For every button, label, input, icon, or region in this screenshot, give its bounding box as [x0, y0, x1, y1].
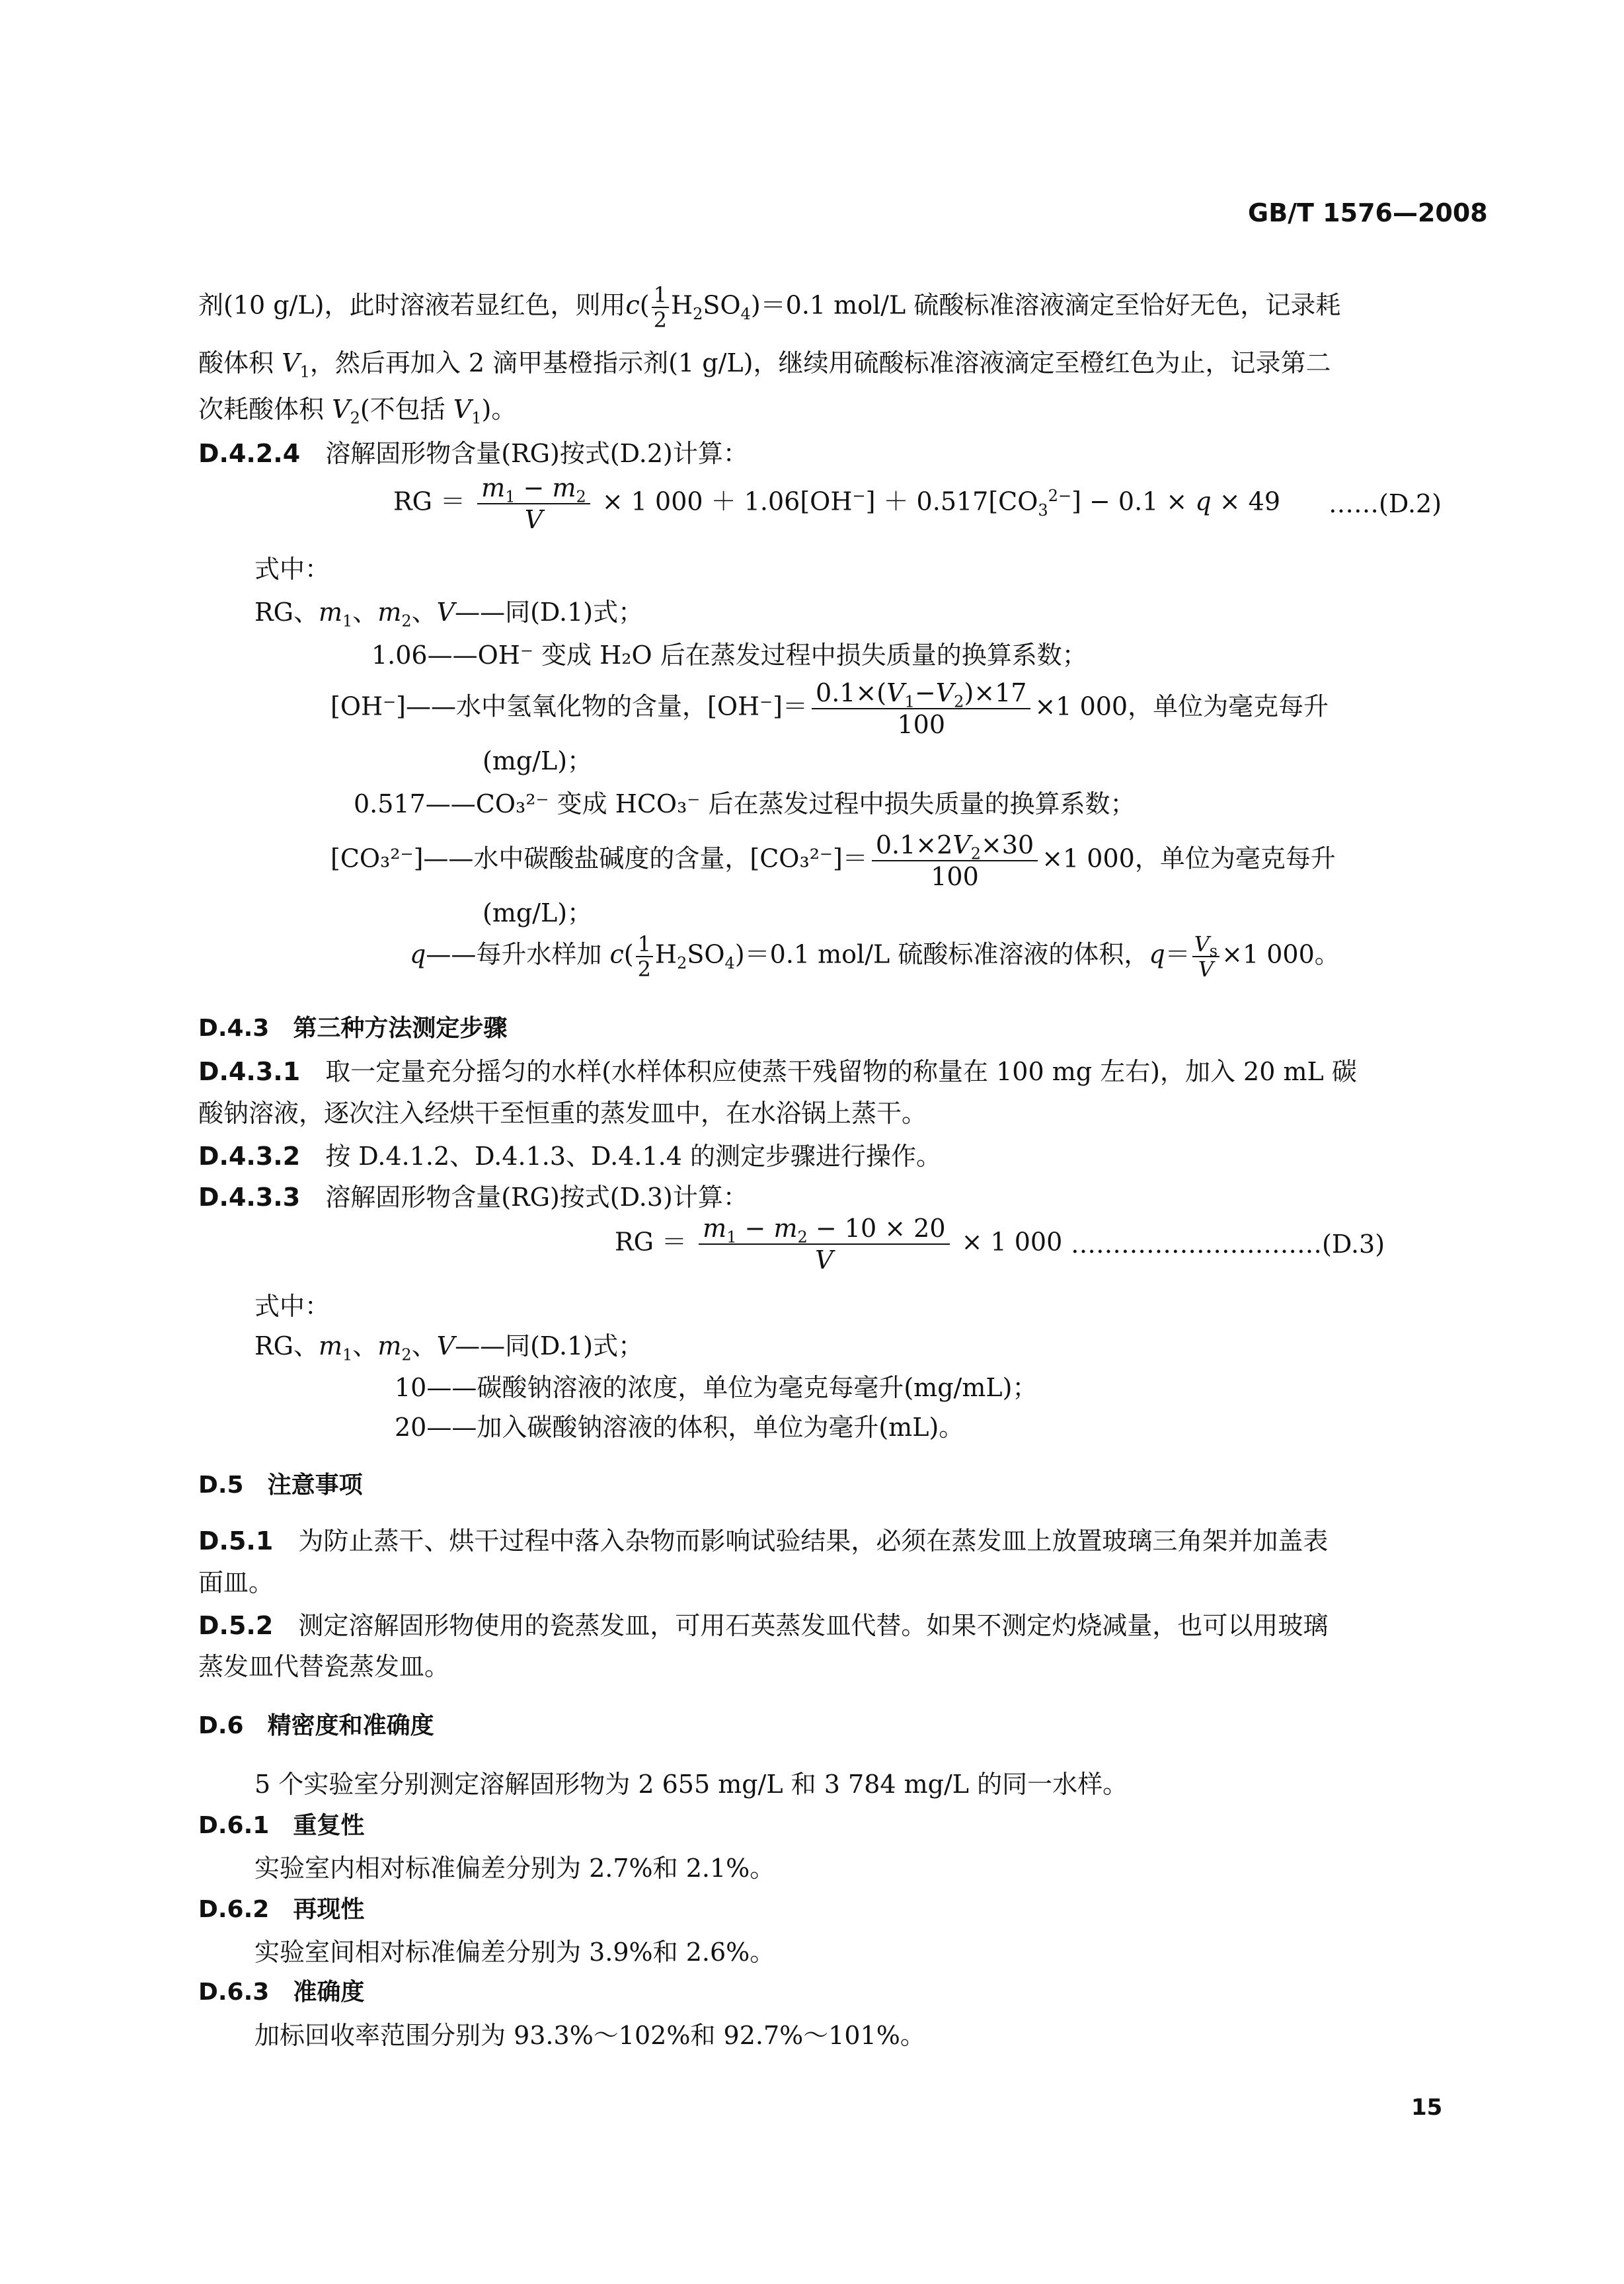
def-row: 20——加入碳酸钠溶液的体积，单位为毫升(mL)。	[395, 1413, 964, 1442]
sub-heading-d61: D.6.1 重复性	[198, 1812, 365, 1839]
standard-code: GB/T 1576—2008	[1248, 198, 1488, 227]
formula-d3-tag: …………………………(D.3)	[1071, 1230, 1385, 1259]
clause-d432: D.4.3.2 按 D.4.1.2、D.4.1.3、D.4.1.4 的测定步骤进行操作。	[198, 1142, 941, 1171]
def-row: RG、$m_1$、$m_2$、V——同(D.1)式；	[254, 598, 644, 631]
d62-text: 实验室间相对标准偏差分别为 3.9%和 2.6%。	[254, 1938, 775, 1967]
formula-d2-tag: ……(D.2)	[1329, 489, 1442, 518]
def-row: 0.517——CO₃²⁻ 变成 HCO₃⁻ 后在蒸发过程中损失质量的换算系数；	[354, 789, 1136, 818]
def-row-cont: (mg/L)；	[483, 898, 593, 927]
d63-text: 加标回收率范围分别为 93.3%～102%和 92.7%～101%。	[254, 2021, 925, 2050]
def-row: q——每升水样加 c( $\frac{1}{2}$ $H_2SO_4)=0.1$ mol/L 硫酸标准溶液的体积，q＝ $\frac{V_s}{V}$ ×1 000。	[410, 931, 1340, 982]
section-heading-d43: D.4.3 第三种方法测定步骤	[198, 1015, 508, 1042]
clause-d424: D.4.2.4 溶解固形物含量(RG)按式(D.2)计算：	[198, 439, 748, 468]
def-row: [OH⁻]——水中氢氧化物的含量，[OH⁻]＝ $\frac{0.1\times(V_1-V_2)\times 17}{100}$ ×1 000，单位为毫克每升	[330, 678, 1329, 739]
formula-d3: RG ＝ $\frac{m_1 - m_2 - 10 \times 20}{V}$ × 1 000	[615, 1214, 1063, 1275]
continuation-text: 剂(10 g/L)，此时溶液若显红色，则用	[198, 290, 626, 320]
clause-d431: D.4.3.1 取一定量充分摇匀的水样(水样体积应使蒸干残留物的称量在 100 mg 左右)，加入 20 mL 碳	[198, 1057, 1357, 1086]
d61-text: 实验室内相对标准偏差分别为 2.7%和 2.1%。	[254, 1854, 775, 1883]
clause-d51-cont: 面皿。	[198, 1568, 274, 1597]
def-row: 1.06——OH⁻ 变成 H₂O 后在蒸发过程中损失质量的换算系数；	[371, 641, 1087, 670]
def-row: RG、$m_1$、$m_2$、V——同(D.1)式；	[254, 1331, 644, 1364]
clause-d52: D.5.2 测定溶解固形物使用的瓷蒸发皿，可用石英蒸发皿代替。如果不测定灼烧减量，也可以用玻璃	[198, 1611, 1329, 1640]
d6-intro: 5 个实验室分别测定溶解固形物为 2 655 mg/L 和 3 784 mg/L 的同一水样。	[254, 1770, 1128, 1799]
sub-heading-d63: D.6.3 准确度	[198, 1979, 365, 2006]
clause-d51: D.5.1 为防止蒸干、烘干过程中落入杂物而影响试验结果，必须在蒸发皿上放置玻璃三角架并加盖表	[198, 1526, 1329, 1555]
clause-d431-cont: 酸钠溶液，逐次注入经烘干至恒重的蒸发皿中，在水浴锅上蒸干。	[198, 1099, 927, 1128]
where-label: 式中：	[254, 555, 330, 584]
clause-d52-cont: 蒸发皿代替瓷蒸发皿。	[198, 1652, 450, 1681]
continuation-line-3: 次耗酸体积 $V_2$(不包括 $V_1$)。	[198, 395, 517, 428]
section-heading-d6: D.6 精密度和准确度	[198, 1712, 434, 1739]
def-row: [CO₃²⁻]——水中碳酸盐碱度的含量，[CO₃²⁻]＝ $\frac{0.1\times 2V_2\times 30}{100}$ ×1 000，单位为毫克每升	[330, 830, 1336, 891]
page-number: 15	[1411, 2094, 1443, 2121]
def-row: 10——碳酸钠溶液的浓度，单位为毫克每毫升(mg/mL)；	[395, 1373, 1038, 1402]
section-heading-d5: D.5 注意事项	[198, 1472, 363, 1499]
clause-d433: D.4.3.3 溶解固形物含量(RG)按式(D.3)计算：	[198, 1183, 748, 1212]
def-row-cont: (mg/L)；	[483, 746, 593, 775]
formula-d2: RG ＝ $\frac{m_1 - m_2}{V}$ × 1 $000 + 1.06[OH^-] + 0.517[CO_3^{2-}] - 0.1 \times q \times 49$	[393, 473, 1281, 534]
continuation-line-2: 酸体积 $V_1$，然后再加入 2 滴甲基橙指示剂(1 g/L)，继续用硫酸标准溶液滴定至橙红色为止，记录第二	[198, 348, 1331, 381]
continuation-line-1: 剂(10 g/L)，此时溶液若显红色，则用c( $\frac{1}{2}$ $H_2SO_4)=0.1$ mol/L 硫酸标准溶液滴定至恰好无色，记录耗	[198, 282, 1341, 333]
where-label: 式中：	[254, 1292, 330, 1321]
sub-heading-d62: D.6.2 再现性	[198, 1896, 365, 1923]
